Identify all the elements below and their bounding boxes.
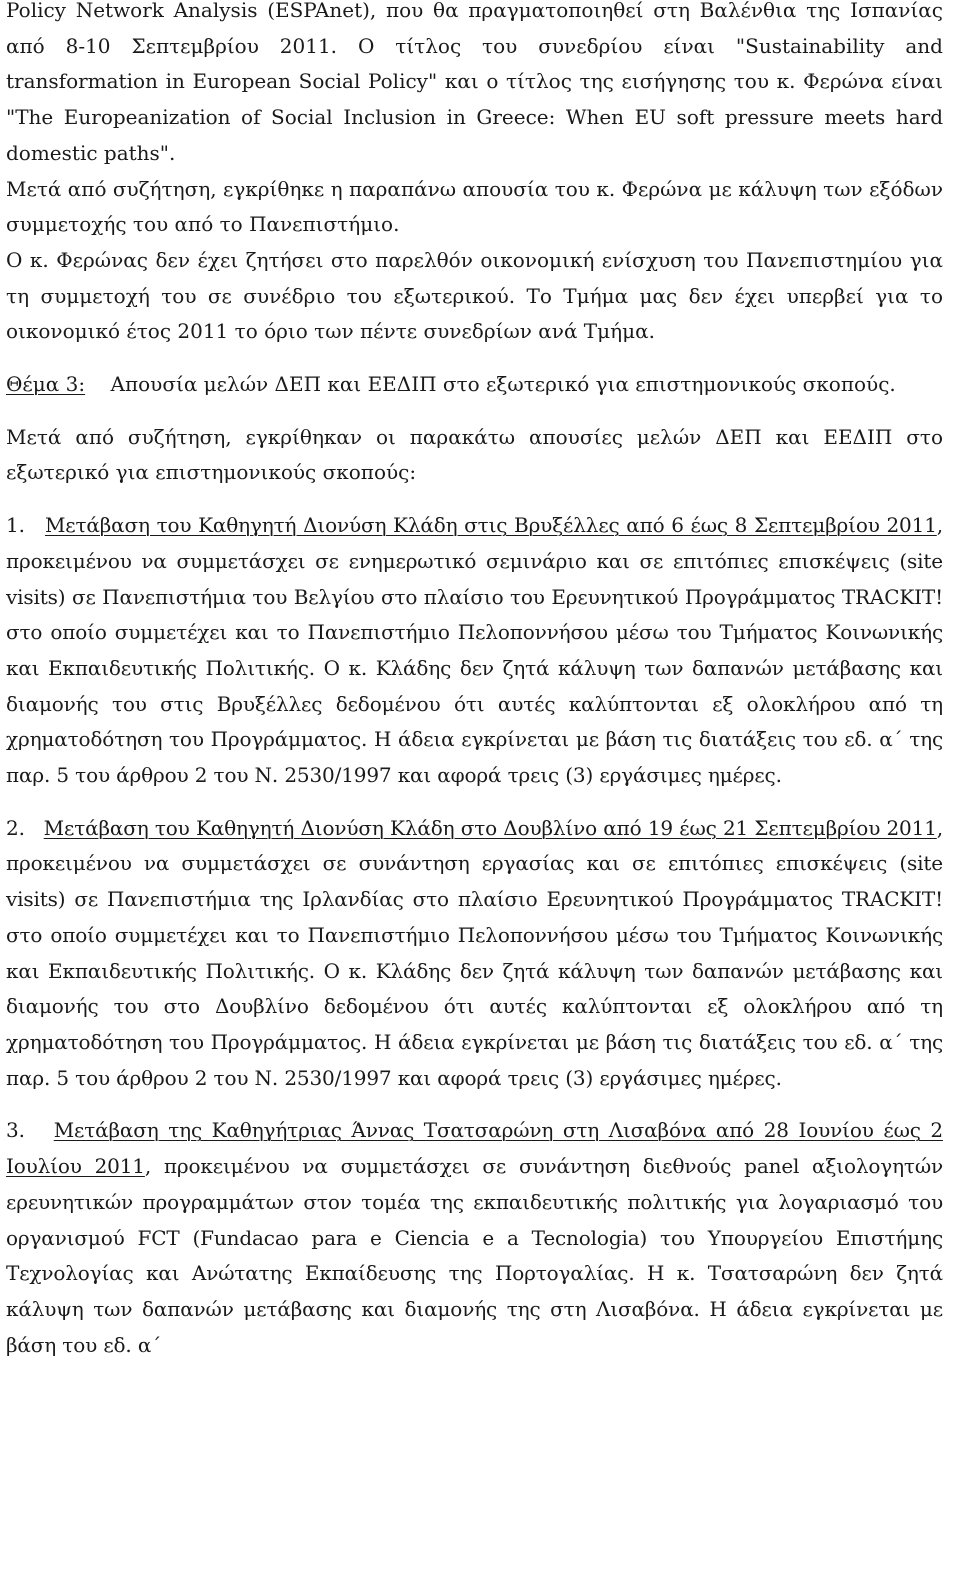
list-item-1 (6, 508, 943, 794)
item-body: , προκειμένου να συμμετάσχει σε ενημερωτικό σεμινάριο και σε επιτόπιες επισκέψεις (site visits) σε Πανεπιστήμια του Βελγίου στο πλαίσιο του Ερευνητικού Προγράμματος TRACKIT! στο οποίο συμμετέχει και το Πανεπιστήμιο Πελοποννήσου μέσω του Τμήματος Κοινωνικής και Εκπαιδευτικής Πολιτικής. Ο κ. Κλάδης δεν ζητά κάλυψη των δαπανών μετάβασης και διαμονής του στις Βρυξέλλες δεδομένου ότι αυτές καλύπτονται εξ ολοκλήρου από τη χρηματοδότηση του Προγράμματος. Η άδεια εγκρίνεται με βάση τις διατάξεις του εδ. α΄ της παρ. 5 του άρθρου 2 του Ν. 2530/1997 και αφορά τρεις (3) εργάσιμες ημέρες. (6, 513, 943, 788)
item-number: 2. (6, 815, 25, 840)
topic-title: Απουσία μελών ΔΕΠ και ΕΕΔΙΠ στο εξωτερικό για επιστημονικούς σκοπούς. (110, 372, 896, 397)
item-body: , προκειμένου να συμμετάσχει σε συνάντηση διεθνούς panel αξιολογητών ερευνητικών προγραμμάτων στον τομέα της εκπαιδευτικής πολιτικής για λογαριασμό του οργανισμού FCT (Fundacao para e Ciencia e a Tecnologia) του Υπουργείου Επιστήμης Τεχνολογίας και Ανώτατης Εκπαίδευσης της Πορτογαλίας. Η κ. Τσατσαρώνη δεν ζητά κάλυψη των δαπανών μετάβασης και διαμονής της στη Λισαβόνα. Η άδεια εγκρίνεται με βάση του εδ. α΄ (6, 1154, 943, 1357)
item-heading: Μετάβαση της Καθηγήτριας Άννας Τσατσαρώνη στη Λισαβόνα από 28 Ιουνίου έως 2 Ιουλίου 2011 (6, 1118, 943, 1179)
topic-decision: Μετά από συζήτηση, εγκρίθηκαν οι παρακάτω απουσίες μελών ΔΕΠ και ΕΕΔΙΠ στο εξωτερικό για επιστημονικούς σκοπούς: (6, 424, 943, 485)
spacer (6, 794, 943, 811)
spacer (6, 1096, 943, 1113)
item-body: , προκειμένου να συμμετάσχει σε συνάντηση εργασίας και σε επιτόπιες επισκέψεις (site visits) σε Πανεπιστήμια της Ιρλανδίας στο πλαίσιο Ερευνητικού Προγράμματος TRACKIT! στο οποίο συμμετέχει και το Πανεπιστήμιο Πελοποννήσου μέσω του Τμήματος Κοινωνικής και Εκπαιδευτικής Πολιτικής. Ο κ. Κλάδης δεν ζητά κάλυψη των δαπανών μετάβασης και διαμονής του στο Δουβλίνο δεδομένου ότι αυτές καλύπτονται εξ ολοκλήρου από τη χρηματοδότηση του Προγράμματος. Η άδεια εγκρίνεται με βάση τις διατάξεις του εδ. α΄ της παρ. 5 του άρθρου 2 του Ν. 2530/1997 και αφορά τρεις (3) εργάσιμες ημέρες. (6, 815, 944, 1090)
list-item-2 (6, 811, 943, 1097)
intro-paragraph-conference: Policy Network Analysis (ESPAnet), που θα πραγματοποιηθεί στη Βαλένθια της Ισπανίας από 8-10 Σεπτεμβρίου 2011. Ο τίτλος του συνεδρίου είναι "Sustainability and transformation in European Social Policy" και ο τίτλος της εισήγησης του κ. Φερώνα είναι "The Europeanization of Social Inclusion in Greece: When EU soft pressure meets hard domestic paths". (6, 0, 943, 165)
spacer (6, 491, 943, 508)
spacer (6, 403, 943, 420)
topic-label: Θέμα 3: (6, 372, 86, 397)
item-heading: Μετάβαση του Καθηγητή Διονύση Κλάδη στις Βρυξέλλες από 6 έως 8 Σεπτεμβρίου 2011 (44, 513, 937, 538)
item-number: 3. (6, 1118, 25, 1143)
list-item-3 (6, 1113, 943, 1363)
intro-paragraph-approval: Μετά από συζήτηση, εγκρίθηκε η παραπάνω απουσία του κ. Φερώνα με κάλυψη των εξόδων συμμετοχής του από το Πανεπιστήμιο. (6, 176, 943, 237)
spacer (6, 350, 943, 367)
intro-paragraph-funding-note: Ο κ. Φερώνας δεν έχει ζητήσει στο παρελθόν οικονομική ενίσχυση του Πανεπιστημίου για τη συμμετοχή του σε συνέδριο του εξωτερικού. Το Τμήμα μας δεν έχει υπερβεί για το οικονομικό έτος 2011 το όριο των πέντε συνεδρίων ανά Τμήμα. (6, 247, 943, 344)
topic-heading (6, 367, 943, 403)
item-number: 1. (6, 513, 25, 538)
document-page (6, 0, 943, 1363)
item-heading: Μετάβαση του Καθηγητή Διονύση Κλάδη στο Δουβλίνο από 19 έως 21 Σεπτεμβρίου 2011 (43, 815, 937, 840)
